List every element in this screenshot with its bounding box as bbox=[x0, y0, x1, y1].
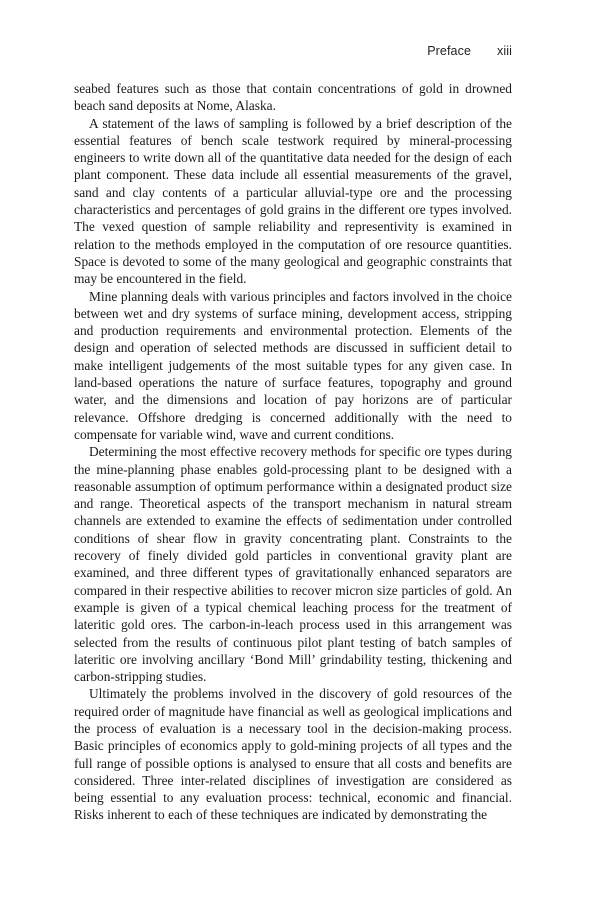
paragraph-mine-planning: Mine planning deals with various principles and factors involved in the choice between wet and dry systems of surface mining, development access, stripping and production requirements and environmental protection. Elements of the design and operation of selected methods are discussed in sufficient detail to make intelligent judgements of the most suitable types for any given case. In land-based operations the nature of surface features, topography and ground water, and the dimensions and location of pay horizons are of particular relevance. Offshore dredging is concerned additionally with the need to compensate for variable wind, wave and current conditions. bbox=[74, 288, 512, 442]
running-head-title: Preface bbox=[427, 44, 472, 58]
paragraph-recovery-methods: Determining the most effective recovery methods for specific ore types during the mine-planning phase enables gold-processing plant to be designed with a reasonable assumption of optimum performance within a designated product size and range. Theoretical aspects of the transport mechanism in natural stream channels are extended to examine the effects of sedimentation under controlled conditions of shear flow in gravity concentrating plant. Constraints to the recovery of finely divided gold particles in conventional gravity plant are examined, and three different types of gravitationally enhanced separators are compared in their respective abilities to recover micron size particles of gold. An example is given of a typical chemical leaching process for the treatment of lateritic gold ores. The carbon-in-leach process used in this arrangement was selected from the results of continuous pilot plant testing of batch samples of lateritic ore involving ancillary ‘Bond Mill’ grindability testing, thickening and carbon-stripping studies. bbox=[74, 444, 512, 685]
paragraph-evaluation: Ultimately the problems involved in the discovery of gold resources of the required order of magnitude have financial as well as geological implications and the process of evaluation is a necessary tool in the decision-making process. Basic principles of economics apply to gold-mining projects of all types and the full range of possible options is analysed to ensure that all costs and benefits are considered. Three inter-related disciplines of investigation are considered as being essential to any evaluation process: technical, economic and financial. Risks inherent to each of these techniques are indicated by demonstrating the bbox=[74, 686, 512, 823]
page-number: xiii bbox=[497, 44, 512, 58]
paragraph-continued: seabed features such as those that contain concentrations of gold in drowned beach sand deposits at Nome, Alaska. bbox=[74, 81, 512, 114]
body-text bbox=[74, 80, 512, 824]
paragraph-sampling: A statement of the laws of sampling is followed by a brief description of the essential features of bench scale testwork required by mineral-processing engineers to write down all of the quantitative data needed for the design of each plant component. These data include all essential measurements of the gravel, sand and clay contents of a particular alluvial-type ore and the processing characteristics and percentages of gold grains in the different ore types involved. The vexed question of sample reliability and representivity is examined in relation to the methods employed in the computation of ore resource quantities. Space is devoted to some of the many geological and geographic constraints that may be encountered in the field. bbox=[74, 115, 512, 287]
running-head bbox=[427, 44, 512, 58]
